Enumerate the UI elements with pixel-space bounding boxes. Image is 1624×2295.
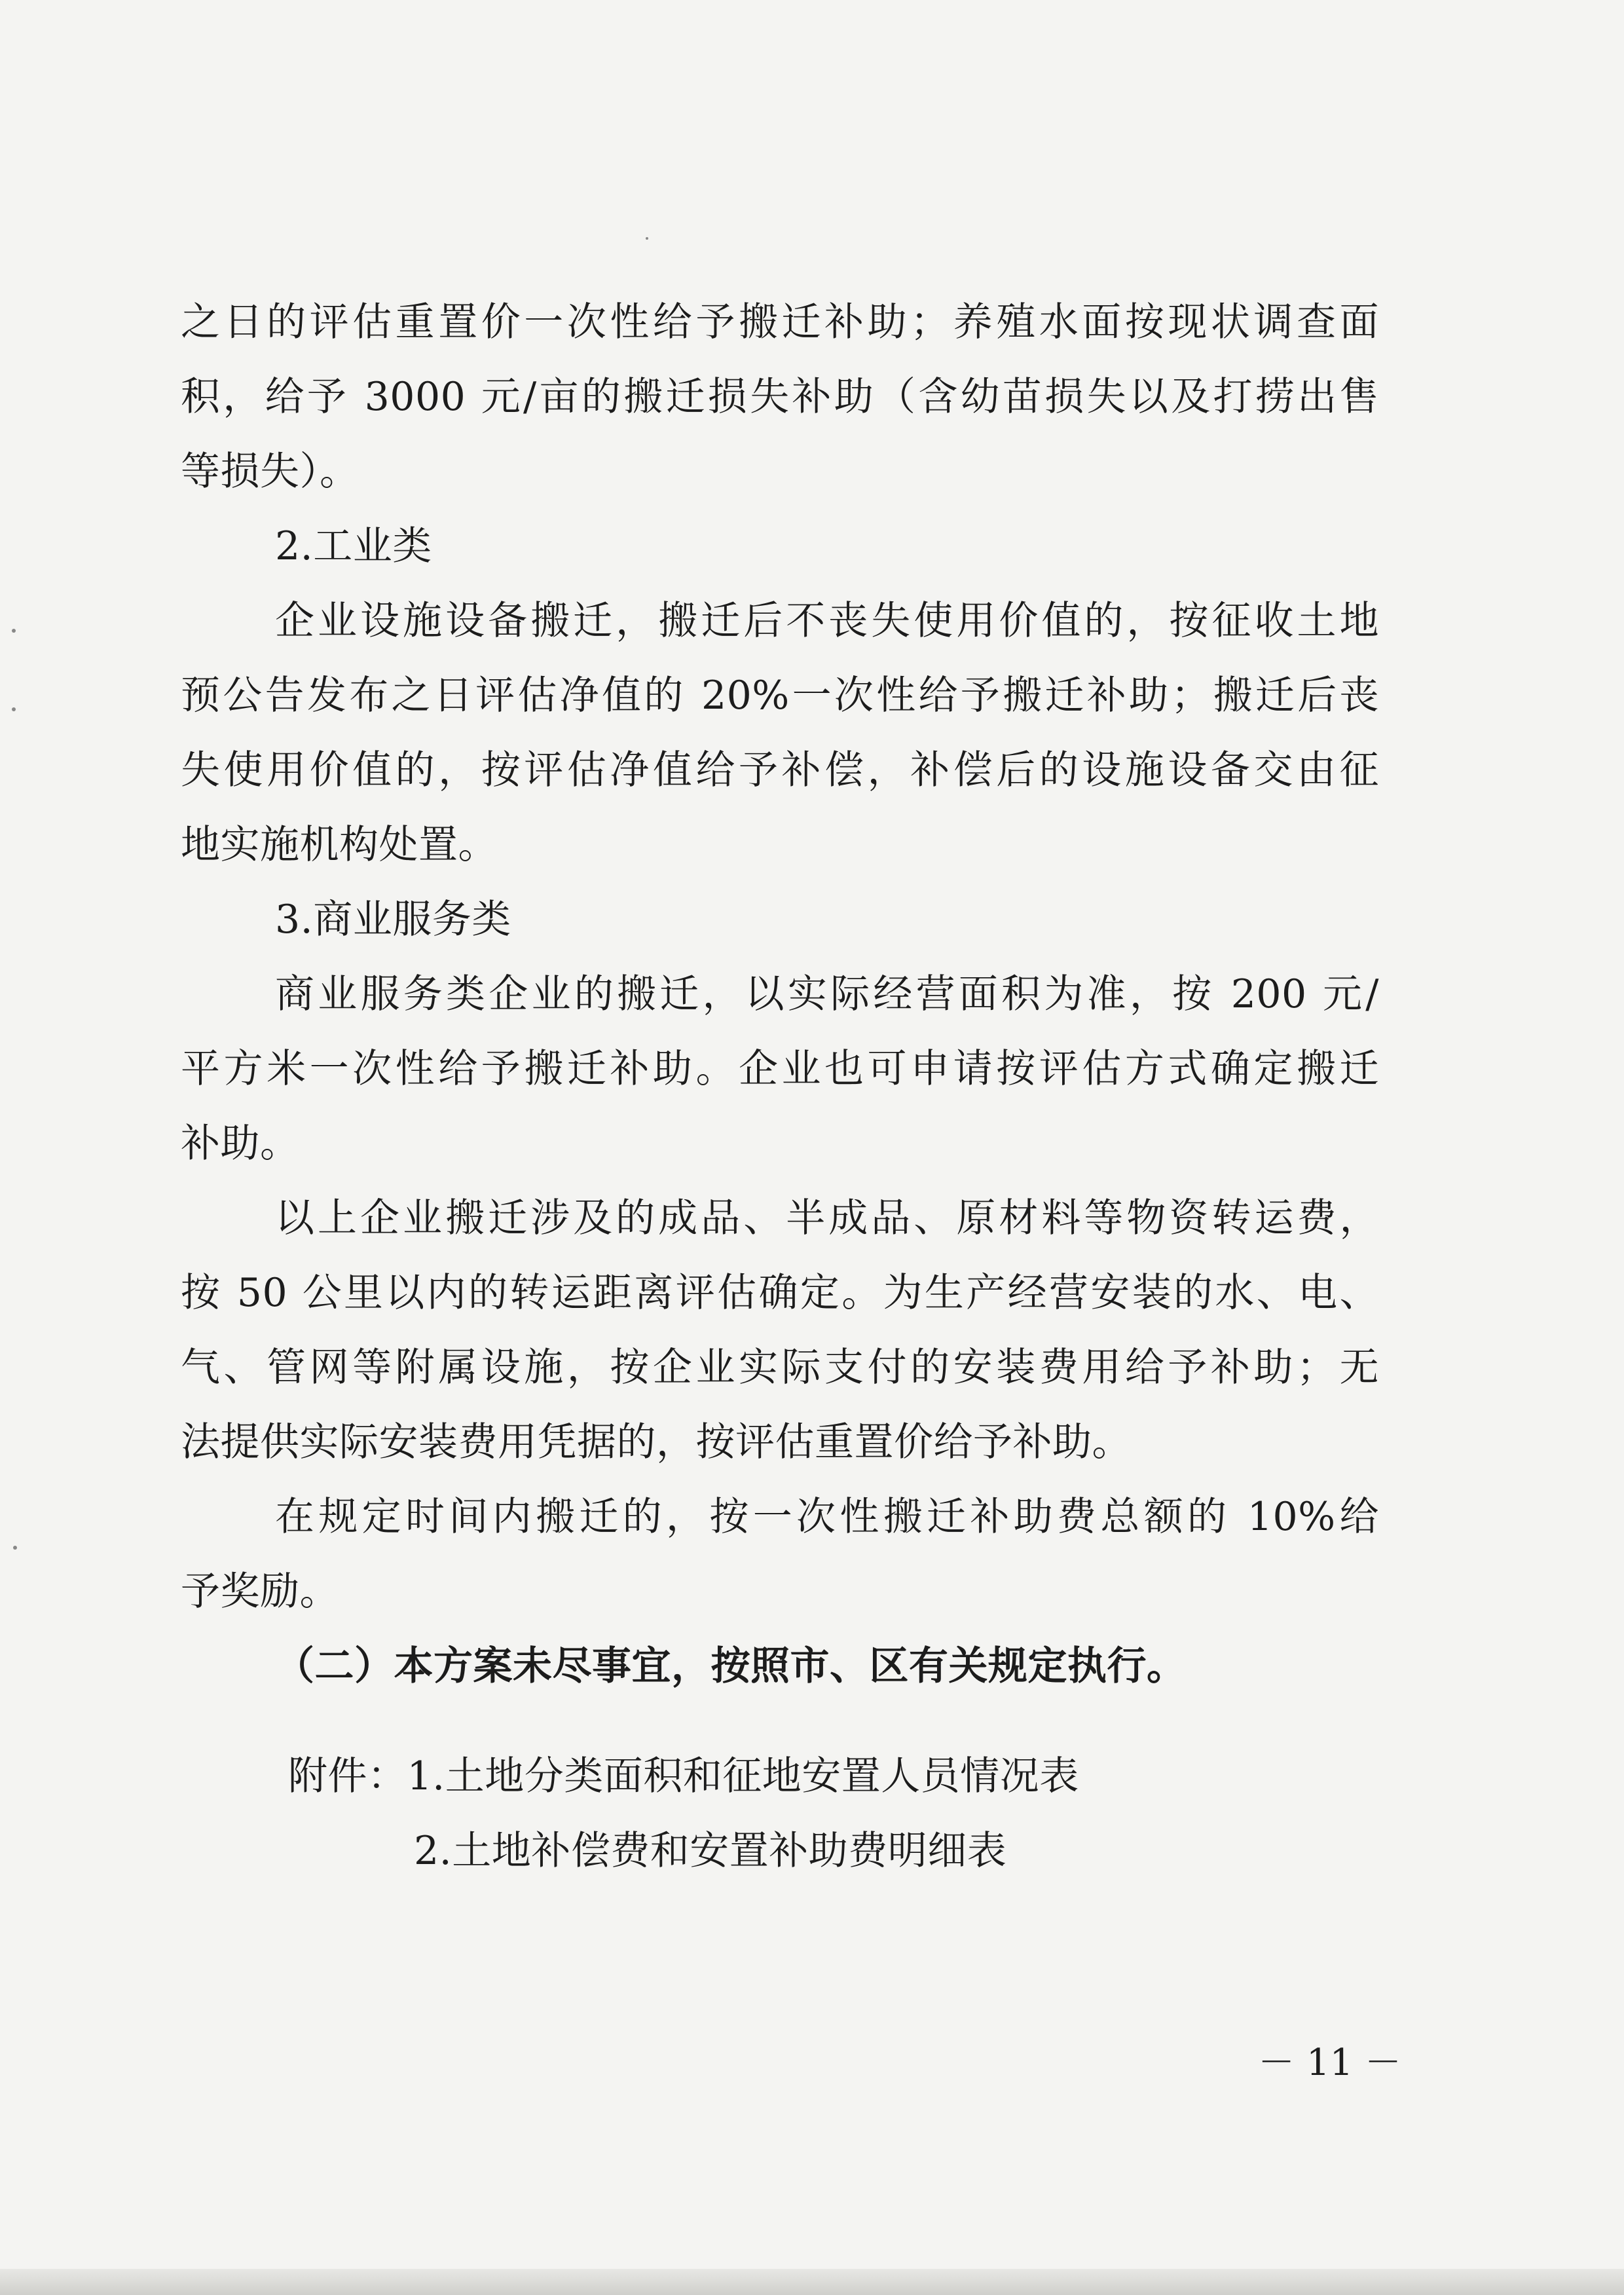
body-line: 气、管网等附属设施，按企业实际支付的安装费用给予补助；无 bbox=[181, 1345, 1379, 1390]
body-line: 积，给予 3000 元/亩的搬迁损失补助（含幼苗损失以及打捞出售 bbox=[181, 374, 1379, 420]
body-line: 在规定时间内搬迁的，按一次性搬迁补助费总额的 10%给 bbox=[275, 1494, 1379, 1540]
attachment-line-1: 附件：1.土地分类面积和征地安置人员情况表 bbox=[288, 1753, 1079, 1799]
body-line: 补助。 bbox=[181, 1121, 300, 1166]
scan-speck bbox=[12, 707, 16, 711]
body-line: 平方米一次性给予搬迁补助。企业也可申请按评估方式确定搬迁 bbox=[181, 1046, 1379, 1092]
scan-speck bbox=[646, 237, 648, 240]
body-line: 企业设施设备搬迁，搬迁后不丧失使用价值的，按征收土地 bbox=[275, 598, 1379, 644]
body-line: 失使用价值的，按评估净值给予补偿，补偿后的设施设备交由征 bbox=[181, 747, 1379, 793]
body-line: 地实施机构处置。 bbox=[181, 822, 498, 868]
body-line: 商业服务类企业的搬迁，以实际经营面积为准，按 200 元/ bbox=[275, 971, 1379, 1017]
attachment-line-2: 2.土地补偿费和安置补助费明细表 bbox=[414, 1828, 1007, 1874]
scan-edge-shadow bbox=[0, 2269, 1624, 2295]
section-heading-misc: （二）本方案未尽事宜，按照市、区有关规定执行。 bbox=[275, 1643, 1187, 1689]
body-line: 法提供实际安装费用凭据的，按评估重置价给予补助。 bbox=[181, 1419, 1132, 1465]
section-heading-industrial: 2.工业类 bbox=[275, 523, 432, 569]
page-number: － 11 － bbox=[1258, 2042, 1401, 2084]
body-line: 预公告发布之日评估净值的 20%一次性给予搬迁补助；搬迁后丧 bbox=[181, 673, 1379, 718]
scan-speck bbox=[13, 1546, 17, 1550]
body-line: 按 50 公里以内的转运距离评估确定。为生产经营安装的水、电、 bbox=[181, 1270, 1379, 1316]
section-heading-commercial: 3.商业服务类 bbox=[275, 897, 511, 942]
body-line: 以上企业搬迁涉及的成品、半成品、原材料等物资转运费， bbox=[275, 1195, 1379, 1241]
scan-speck bbox=[12, 629, 16, 633]
body-line: 予奖励。 bbox=[181, 1569, 339, 1614]
body-line: 之日的评估重置价一次性给予搬迁补助；养殖水面按现状调查面 bbox=[181, 299, 1379, 345]
body-line: 等损失）。 bbox=[181, 449, 360, 494]
